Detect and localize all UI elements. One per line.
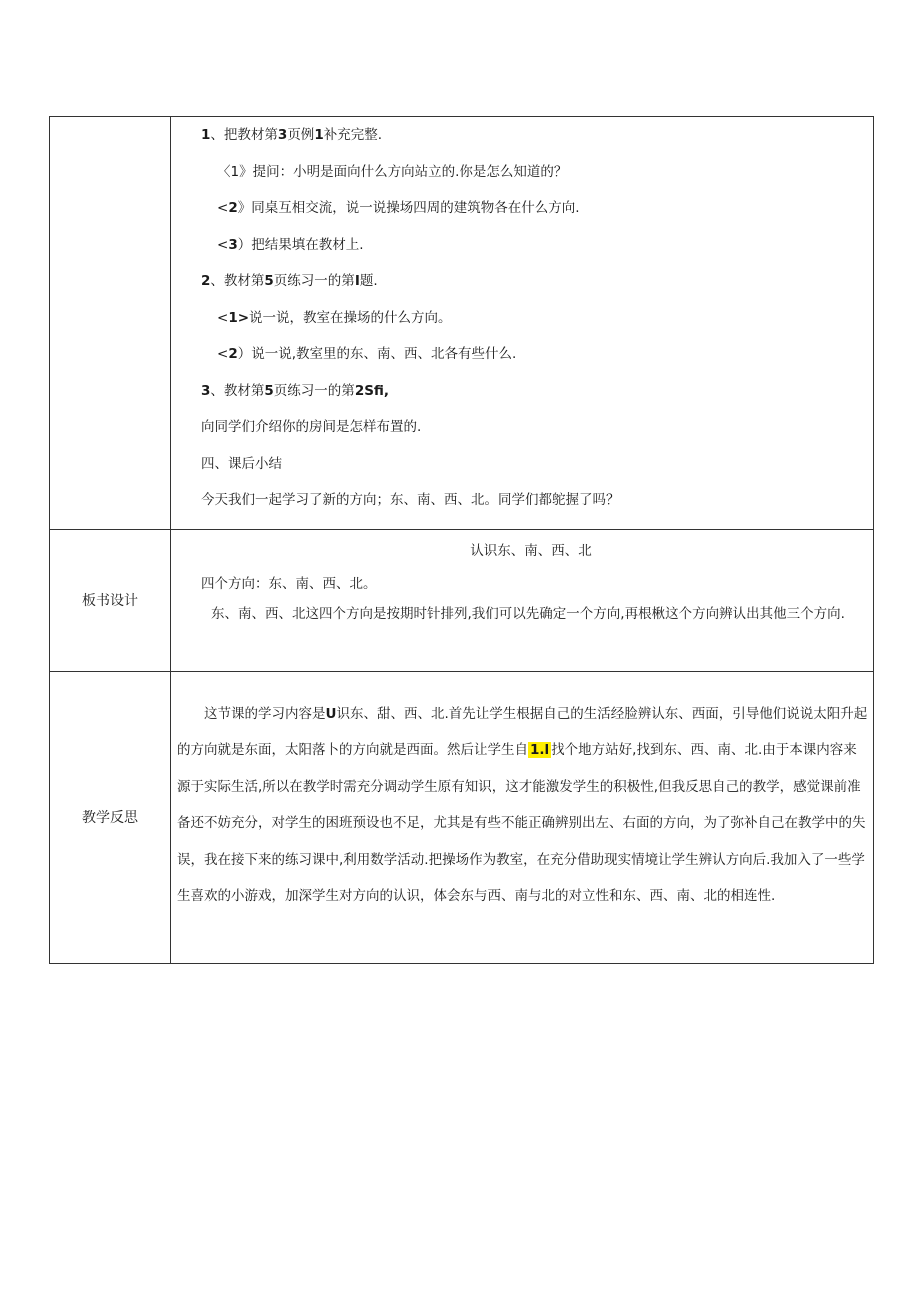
reflection-text: 识东、甜、西、北.首先让学生根据自己的生活经脸辨认东、西面，引导他们说说太阳升起的方向就是东面，太阳落卜的方向就是西面。然后让学生自 (177, 705, 868, 758)
sub-marker: < (217, 200, 229, 216)
reflection-text: 这节课的学习内容是 (204, 705, 326, 722)
item-number: 2 (201, 273, 211, 289)
practice-row (50, 117, 874, 530)
item-example-number: 1 (314, 127, 324, 143)
item-text: 页练习一的第 (273, 273, 355, 289)
practice-content (171, 117, 874, 530)
practice-item-1-sub-3 (201, 230, 863, 267)
item-question-number: I (354, 273, 360, 289)
lesson-plan-table (49, 116, 874, 964)
item-text: 题. (359, 273, 378, 289)
sub-text: 》同桌互相交流，说一说操场四周的建筑物各在什么方向. (237, 200, 580, 216)
item-text: 、教材第 (210, 382, 265, 399)
board-explanation: 东、南、西、北这四个方向是按期时针排列,我们可以先确定一个方向,再根楸这个方向辨认出其他三个方向. (211, 605, 845, 622)
sub-number: 1> (228, 309, 250, 326)
section-heading: 四、课后小结 (201, 455, 282, 472)
sub-marker: < (217, 346, 229, 362)
practice-item-1-sub-2 (201, 193, 863, 230)
practice-item-3 (201, 376, 863, 413)
reflection-content (171, 671, 874, 963)
item-page-number: 5 (264, 273, 274, 289)
reflection-text: 找个地方站好,找到东、西、南、北.由于本课内容来源于实际生活,所以在教学时需充分调动学生原有知识，这才能激发学生的积极性,但我反思自己的教学，感觉课前准备还不妨充分，对学生的困班预设也不足，尤其是有些不能正确辨别出左、右面的方向，为了弥补自己在教学中的失误，我在接下来的练习课中,利用数学活动.把操场作为教室，在充分借助现实情境让学生辨认方向后.我加入了一些学生喜欢的小游戏，加深学生对方向的认识，体会东与西、南与北的对立性和东、西、南、北的相连性. (177, 742, 866, 904)
practice-item-2-sub-2 (201, 339, 863, 376)
reflection-paragraph (171, 672, 873, 931)
item-page-number: 3 (277, 127, 288, 143)
practice-item-3-text: 向同学们介绍你的房间是怎样布置的. (201, 419, 422, 435)
sub-number: 2 (228, 346, 238, 362)
item-text: 、把教材第 (210, 127, 278, 143)
reflection-label: 教学反思 (50, 671, 171, 963)
sub-number: 3 (228, 236, 238, 253)
board-design-row (50, 529, 874, 671)
board-title: 认识东、南、西、北 (470, 542, 592, 559)
board-design-label: 板书设计 (50, 529, 171, 671)
practice-item-1-sub-1: 〈1》提问：小明是面向什么方向站立的.你是怎么知道的？ (217, 163, 568, 180)
item-number: 3 (201, 382, 211, 399)
item-text: 页练习一的第 (273, 382, 355, 399)
item-page-number: 5 (264, 382, 274, 399)
item-text: 、教材第 (210, 273, 265, 289)
sub-number: 2 (228, 200, 238, 216)
summary-text: 今天我们一起学习了新的方向；东、南、西、北。同学们都鸵握了吗？ (201, 492, 620, 508)
practice-label-cell (50, 117, 171, 530)
reflection-row (50, 671, 874, 963)
item-text: 页例 (287, 127, 315, 143)
board-design-content (171, 529, 874, 671)
board-directions: 四个方向：东、南、西、北。 (201, 575, 377, 592)
highlighted-text: 1.l (530, 742, 550, 758)
item-text: 补充完整. (323, 127, 383, 143)
practice-item-1 (201, 120, 863, 157)
sub-marker: < (217, 309, 229, 326)
practice-item-2-sub-1 (201, 303, 863, 340)
sub-marker: < (217, 236, 229, 253)
sub-text: ）把结果填在教材上. (237, 236, 364, 253)
item-number: 1 (201, 127, 211, 143)
item-question-number: 2Sfi, (354, 382, 390, 399)
practice-item-2 (201, 266, 863, 303)
reflection-bold-glyph: U (325, 705, 337, 722)
sub-text: 说一说，教室在操场的什么方向。 (249, 309, 452, 326)
sub-text: ）说一说,教室里的东、南、西、北各有些什么. (237, 346, 517, 362)
